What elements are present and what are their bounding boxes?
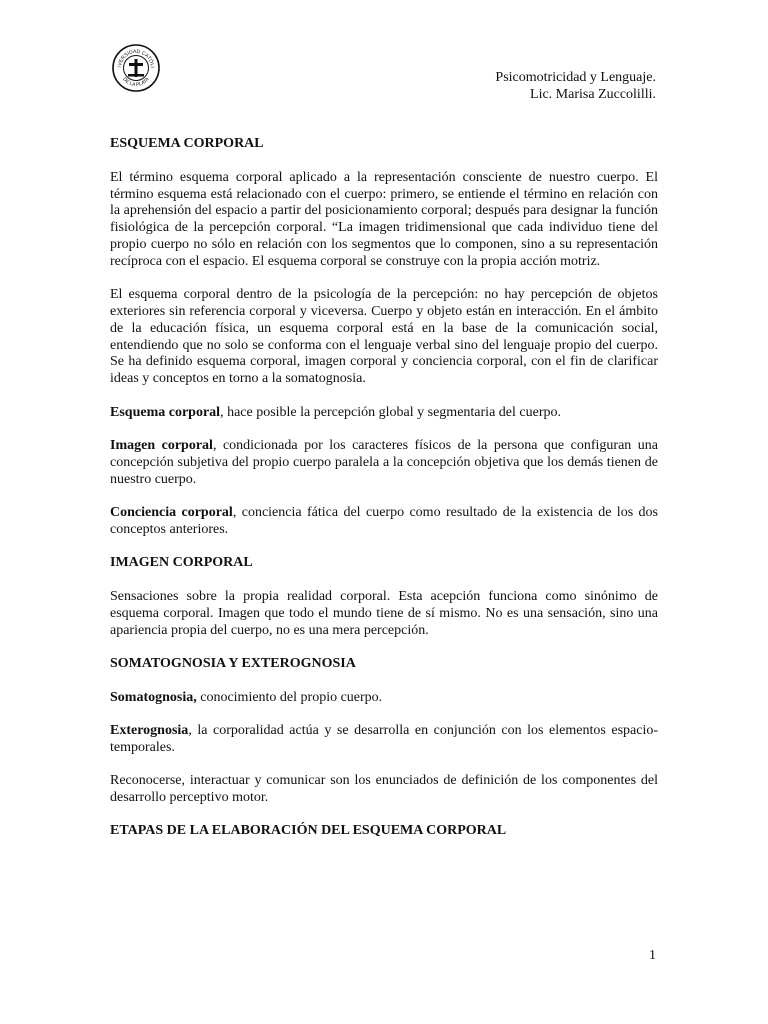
paragraph: El esquema corporal dentro de la psicología de la percepción: no hay percepción de objetos exteriores sin referencia corporal y viceversa. Cuerpo y objeto están en interacción. En el ámbito de la educación física, un esquema corporal está en la base de la comunicación social, entendiendo que no solo se conforma con el lenguaje verbal sino del lenguaje propio del cuerpo. Se ha definido esquema corporal, imagen corporal y conciencia corporal, con el fin de clarificar ideas y conceptos en torno a la somatognosia.: [110, 287, 658, 387]
page-number: 1: [649, 948, 656, 963]
course-name: Psicomotricidad y Lenguaje.: [495, 70, 656, 85]
definition-conciencia-corporal: [110, 505, 658, 539]
section-title-imagen-corporal: IMAGEN CORPORAL: [110, 555, 253, 571]
definition-exterognosia: [110, 723, 658, 757]
definition-term: Exterognosia: [110, 723, 189, 739]
author-name: Lic. Marisa Zuccolilli.: [530, 87, 656, 102]
definition-text: conocimiento del propio cuerpo.: [196, 689, 383, 705]
definition-term: Esquema corporal: [110, 404, 221, 420]
definition-imagen-corporal: [110, 438, 658, 488]
document-body: [110, 136, 658, 857]
section-title-somatognosia: SOMATOGNOSIA Y EXTEROGNOSIA: [110, 655, 356, 671]
definition-term: Imagen corporal: [110, 437, 213, 453]
svg-text:UNIVERSIDAD CATÓLICA: IVERSIDAD CATÓLI: [117, 48, 156, 68]
definition-text: , conciencia fática del cuerpo como resultado de la existencia de los dos conceptos anteriores.: [110, 504, 658, 537]
university-logo: [112, 44, 160, 92]
definition-term: Somatognosia,: [110, 689, 197, 705]
definition-somatognosia: [110, 690, 658, 707]
section-title-esquema-corporal: ESQUEMA CORPORAL: [110, 136, 264, 151]
definition-text: , condicionada por los caracteres físicos de la persona que configuran una concepción subjetiva del propio cuerpo paralela a la concepción objetiva que los demás tienen de nuestro cuerpo.: [110, 437, 658, 487]
document-header: [495, 69, 656, 103]
paragraph: Reconocerse, interactuar y comunicar son los enunciados de definición de los componentes del desarrollo perceptivo motor.: [110, 773, 658, 806]
definition-term: Conciencia corporal: [110, 504, 233, 520]
definition-text: , hace posible la percepción global y segmentaria del cuerpo.: [220, 404, 561, 420]
paragraph: El término esquema corporal aplicado a la representación consciente de nuestro cuerpo. El término esquema está relacionado con el cuerpo: primero, se entiende el término en relación con la aprehensión del espacio a partir del posicionamiento corporal; después para designar la función fisiológica de la percepción corporal. “La imagen tridimensional que cada individuo tiene del propio cuerpo no sólo en relación con los segmentos que lo componen, sino a su representación recíproca con el espacio. El esquema corporal se construye con la propia acción motriz.: [110, 169, 658, 269]
definition-esquema-corporal: [110, 405, 658, 422]
definition-text: , la corporalidad actúa y se desarrolla en conjunción con los elementos espacio-temporales.: [110, 723, 658, 755]
section-title-etapas: ETAPAS DE LA ELABORACIÓN DEL ESQUEMA CORPORAL: [110, 823, 507, 839]
svg-text:DE LA PLATA: DE LA PLATA: [121, 76, 151, 89]
paragraph: Sensaciones sobre la propia realidad corporal. Esta acepción funciona como sinónimo de esquema corporal. Imagen que todo el mundo tiene de sí mismo. No es una sensación, sino una apariencia propia del cuerpo, no es una mera percepción.: [110, 588, 658, 638]
